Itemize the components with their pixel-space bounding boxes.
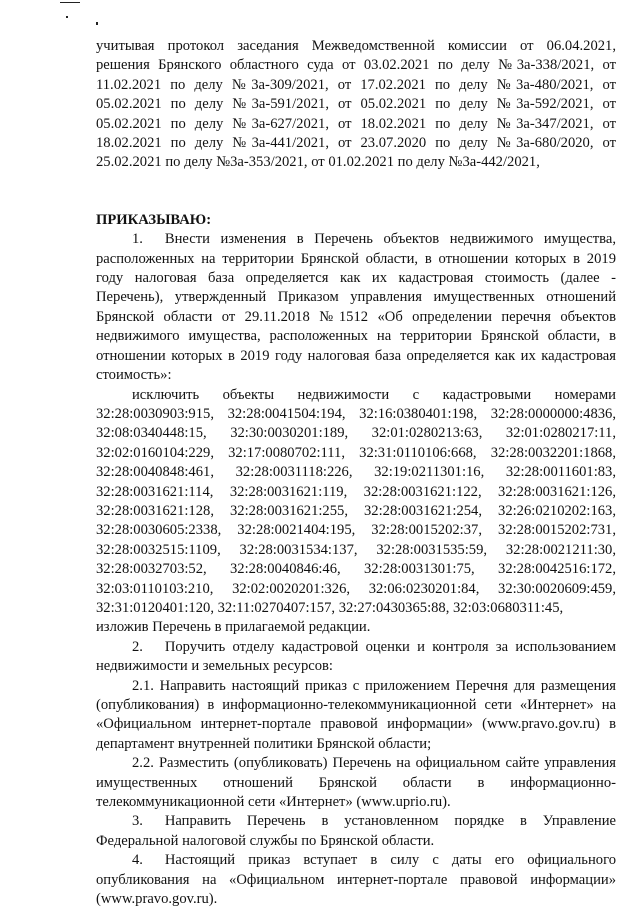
scan-dot-left	[66, 16, 68, 18]
intro-paragraph: учитывая протокол заседания Межведомственной комиссии от 06.04.2021, решения Брянского областного суда от 03.02.2021 по делу №3а-338/2021, от 11.02.2021 по делу №3а-309/2021, от 17.02.2021 по делу №3а-480/2021, от 05.02.2021 по делу №3а-591/2021, от 05.02.2021 по делу №3а-592/2021, от 05.02.2021 по делу №3а-627/2021, от 18.02.2021 по делу №3а-347/2021, от 18.02.2021 по делу №3а-441/2021, от 23.07.2020 по делу №3а-680/2020, от 25.02.2021 по делу №3а-353/2021, от 01.02.2021 по делу №3а-442/2021,	[96, 38, 616, 171]
restate-paragraph: изложив Перечень в прилагаемой редакции.	[96, 619, 371, 636]
scan-dot-right	[96, 22, 98, 25]
item-3-paragraph: 3. Направить Перечень в установленном порядке в Управление Федеральной налоговой службы по Брянской области.	[96, 813, 616, 849]
item-2-1-paragraph: 2.1. Направить настоящий приказ с приложением Перечня для размещения (опубликования) в информационно-телекоммуникационной сети «Интернет» на «Официальном интернет-портале правовой информации» (www.pravo.gov.ru) в департамент внутренней политики Брянской области;	[96, 677, 616, 752]
document-page	[96, 37, 616, 909]
item-1-paragraph: 1. Внести изменения в Перечень объектов недвижимого имущества, расположенных на территории Брянской области, в отношении которых в 2019 году налоговая база определяется как их кадастровая стоимость (далее - Перечень), утвержденный Приказом управления имущественных отношений Брянской области от 29.11.2018 №1512 «Об определении перечня объектов недвижимого имущества, расположенных на территории Брянской области, в отношении которых в 2019 году налоговая база определяется как их кадастровая стоимость»:	[96, 231, 616, 384]
item-2-2-paragraph: 2.2. Разместить (опубликовать) Перечень на официальном сайте управления имущественных отношений Брянской области в информационно-телекоммуникационной сети «Интернет» (www.uprio.ru).	[96, 755, 616, 811]
item-2-paragraph: 2. Поручить отделу кадастровой оценки и контроля за использованием недвижимости и земельных ресурсов:	[96, 638, 616, 675]
scan-mark-top	[60, 2, 80, 3]
order-heading: ПРИКАЗЫВАЮ:	[96, 211, 212, 228]
item-4-paragraph: 4. Настоящий приказ вступает в силу с даты его официального опубликования на «Официальном интернет-портале правовой информации» (www.pravo.gov.ru).	[96, 852, 616, 908]
exclude-cadastral-list: исключить объекты недвижимости с кадастровыми номерами 32:28:0030903:915, 32:28:0041504:194, 32:16:0380401:198, 32:28:0000000:4836, 32:08:0340448:15, 32:30:0030201:189, 32:01:0280213:63, 32:01:0280217:11, 32:02:0160104:229, 32:17:0080702:111, 32:31:0110106:668, 32:28:0032201:1868, 32:28:0040848:461, 32:28:0031118:226, 32:19:0211301:16, 32:28:0011601:83, 32:28:0031621:114, 32:28:0031621:119, 32:28:0031621:122, 32:28:0031621:126, 32:28:0031621:128, 32:28:0031621:255, 32:28:0031621:254, 32:26:0210202:163, 32:28:0030605:2338, 32:28:0021404:195, 32:28:0015202:37, 32:28:0015202:731, 32:28:0032515:1109, 32:28:0031534:137, 32:28:0031535:59, 32:28:0021211:30, 32:28:0032703:52, 32:28:0040846:46, 32:28:0031301:75, 32:28:0042516:172, 32:03:0110103:210, 32:02:0020201:326, 32:06:0230201:84, 32:30:0020609:459, 32:31:0120401:120, 32:11:0270407:157, 32:27:0430365:88, 32:03:0680311:45,	[96, 386, 616, 616]
